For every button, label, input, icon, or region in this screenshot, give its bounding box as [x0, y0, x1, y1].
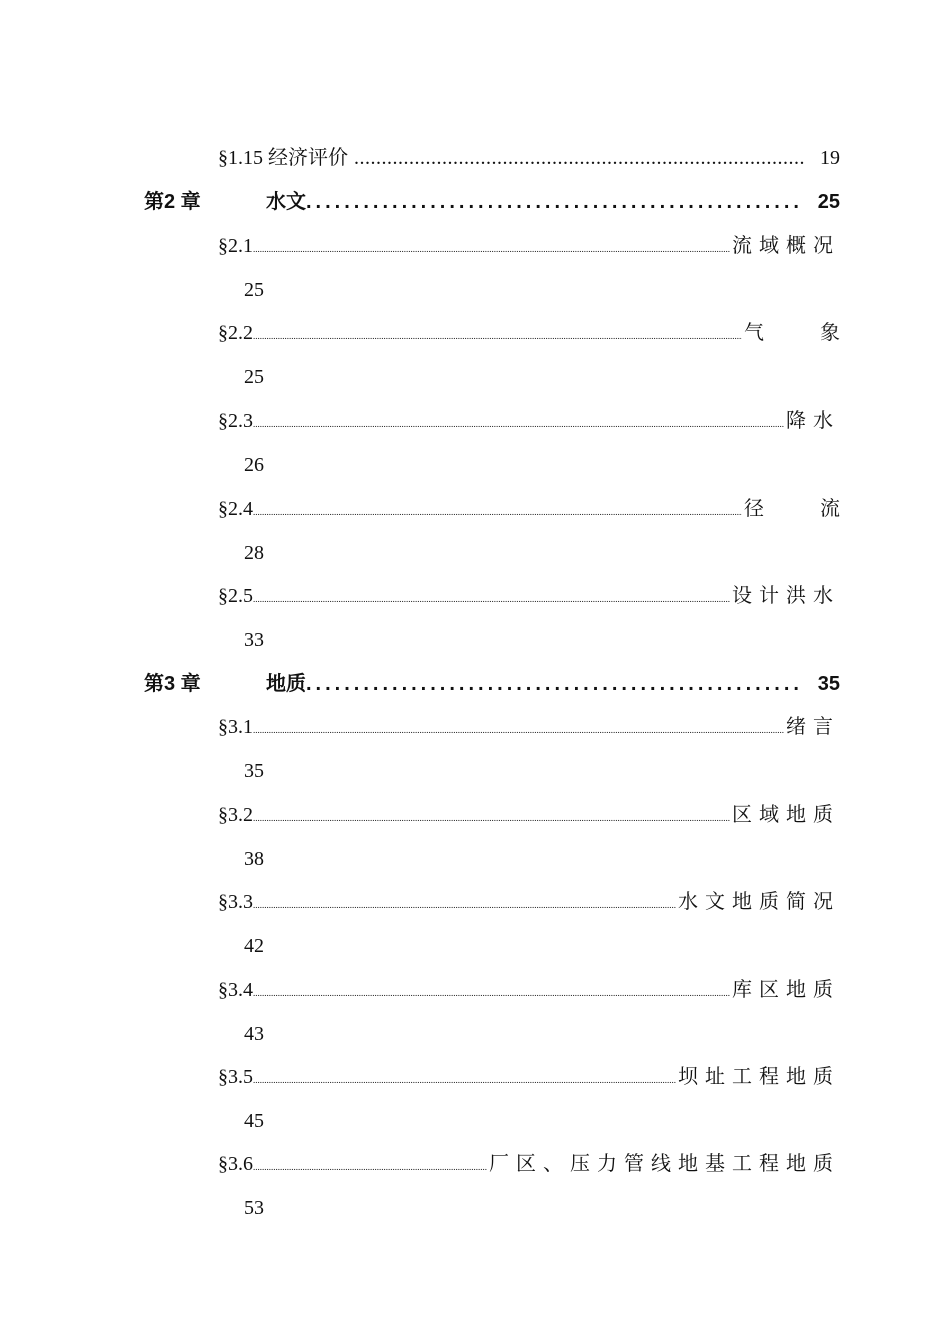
leader-dots: [253, 800, 730, 833]
toc-entry-2-2[interactable]: [218, 318, 840, 348]
leader-dots: [253, 581, 730, 614]
toc-entry-3-1[interactable]: [218, 712, 840, 742]
leader-dots: [253, 406, 784, 439]
leader-dots: [253, 1062, 676, 1095]
toc-page-number: 25: [817, 191, 840, 213]
toc-entry-title: 降水: [786, 410, 840, 432]
toc-entry-label: §3.2: [218, 804, 253, 826]
leader-dots: [253, 318, 742, 351]
toc-entry-label: §3.4: [218, 979, 253, 1001]
leader-dots: [306, 187, 798, 217]
leader-dots: [306, 669, 798, 699]
chapter-title: [266, 187, 306, 217]
chapter-title-char: 质: [286, 673, 306, 695]
toc-entry-3-3[interactable]: [218, 887, 840, 917]
leader-dots: [253, 975, 730, 1008]
chapter-label: 第2 章: [144, 191, 201, 213]
toc-entry-2-1[interactable]: [218, 231, 840, 261]
toc-entry-3-5[interactable]: [218, 1062, 840, 1092]
toc-entry-title: 设计洪水: [732, 585, 840, 607]
toc-entry-label: §2.1: [218, 235, 253, 257]
leader-dots: [253, 1149, 487, 1182]
toc-entry-label: §3.6: [218, 1153, 253, 1175]
toc-chapter-2[interactable]: [144, 187, 840, 217]
leader-dots: [354, 143, 806, 173]
toc-entry-3-4[interactable]: [218, 975, 840, 1005]
toc-entry-title: [744, 494, 840, 524]
toc-title-char: 气: [744, 322, 764, 344]
toc-entry-title: 水文地质简况: [678, 891, 840, 913]
leader-dots: [253, 231, 730, 264]
toc-entry-3-2[interactable]: [218, 800, 840, 830]
toc-entry-label: §2.4: [218, 498, 253, 520]
toc-entry-label: §2.3: [218, 410, 253, 432]
toc-page-number: 42: [244, 935, 264, 957]
chapter-title: [266, 669, 306, 699]
toc-entry-2-5[interactable]: [218, 581, 840, 611]
leader-dots: [253, 494, 742, 527]
toc-entry-title: 绪言: [786, 716, 840, 738]
toc-page-number: 33: [244, 629, 264, 651]
toc-page-number: 25: [244, 366, 264, 388]
toc-entry-title: 坝址工程地质: [678, 1066, 840, 1088]
toc-title-char: 象: [820, 322, 840, 344]
toc-page-number: 26: [244, 454, 264, 476]
toc-page-number: 35: [817, 673, 840, 695]
toc-entry-title: [744, 318, 840, 348]
leader-dots: [253, 887, 676, 920]
toc-page-number: 53: [244, 1197, 264, 1219]
chapter-title-char: 文: [286, 191, 306, 213]
chapter-title-char: 水: [266, 191, 286, 213]
toc-page-number: 43: [244, 1023, 264, 1045]
toc-entry-2-3[interactable]: [218, 406, 840, 436]
toc-page-number: 25: [244, 279, 264, 301]
toc-page-number: 28: [244, 542, 264, 564]
toc-entry-title: 厂区、压力管线地基工程地质: [489, 1153, 840, 1175]
toc-page-number: 38: [244, 848, 264, 870]
toc-title-char: 流: [820, 498, 840, 520]
toc-entry-1-15[interactable]: [218, 143, 840, 173]
toc-entry-title: 区域地质: [732, 804, 840, 826]
leader-dots: [253, 712, 784, 745]
chapter-title-char: 地: [266, 673, 286, 695]
toc-entry-label: §1.15 经济评价: [218, 147, 348, 169]
toc-page-number: 45: [244, 1110, 264, 1132]
toc-page-number: 35: [244, 760, 264, 782]
toc-entry-label: §2.5: [218, 585, 253, 607]
toc-chapter-3[interactable]: [144, 669, 840, 699]
toc-entry-label: §2.2: [218, 322, 253, 344]
toc-entry-label: §3.5: [218, 1066, 253, 1088]
toc-entry-title: 库区地质: [732, 979, 840, 1001]
toc-entry-2-4[interactable]: [218, 494, 840, 524]
toc-entry-3-6[interactable]: [218, 1149, 840, 1179]
chapter-label: 第3 章: [144, 673, 201, 695]
toc-entry-label: §3.1: [218, 716, 253, 738]
toc-title-char: 径: [744, 498, 764, 520]
toc-page-number: 19: [820, 147, 840, 169]
toc-entry-title: 流域概况: [732, 235, 840, 257]
toc-entry-label: §3.3: [218, 891, 253, 913]
